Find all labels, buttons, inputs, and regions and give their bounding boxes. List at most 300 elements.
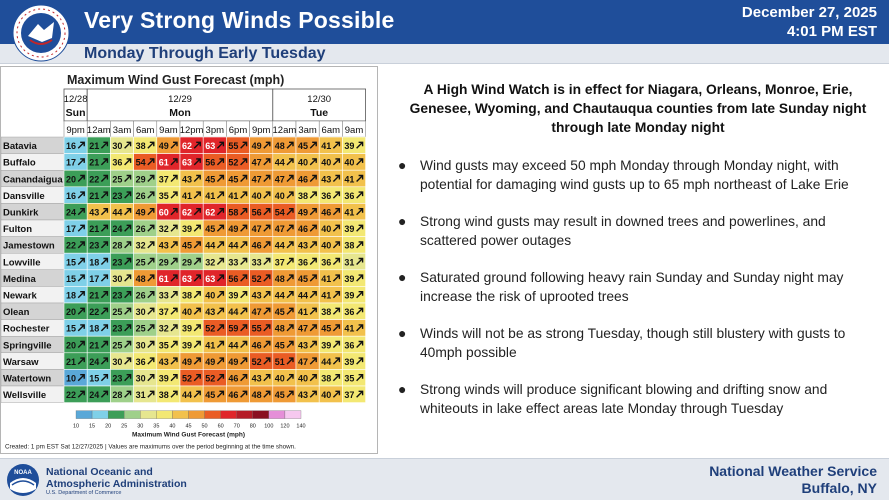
- gust-value-label: 39: [344, 141, 355, 152]
- gust-value-label: 30: [135, 373, 146, 384]
- hour-label: 3am: [298, 125, 317, 136]
- noaa-dept: U.S. Department of Commerce: [46, 490, 122, 496]
- gust-value-label: 10: [66, 373, 77, 384]
- gust-value-label: 21: [89, 157, 100, 168]
- gust-value-label: 40: [321, 240, 332, 251]
- header: [0, 0, 889, 62]
- colorbar-swatch: [108, 411, 124, 419]
- gust-value-label: 59: [228, 323, 239, 334]
- gust-value-label: 38: [298, 190, 309, 201]
- gust-value-label: 43: [251, 373, 262, 384]
- colorbar-swatch: [285, 411, 301, 419]
- gust-value-label: 21: [66, 356, 77, 367]
- gust-value-label: 48: [274, 323, 285, 334]
- gust-value-label: 63: [205, 141, 216, 152]
- gust-value-label: 36: [321, 190, 332, 201]
- gust-value-label: 52: [182, 373, 193, 384]
- gust-value-label: 52: [251, 273, 262, 284]
- gust-value-label: 32: [135, 240, 146, 251]
- colorbar-swatch: [124, 411, 140, 419]
- gust-value-label: 41: [321, 273, 332, 284]
- colorbar-tick-label: 20: [105, 423, 112, 430]
- gust-value-label: 20: [66, 174, 77, 185]
- gust-value-label: 61: [158, 157, 169, 168]
- gust-value-label: 24: [89, 356, 100, 367]
- noaa-name-line2: Atmospheric Administration: [46, 478, 187, 490]
- gust-value-label: 32: [205, 257, 216, 268]
- bullet-icon: ●: [398, 325, 407, 341]
- gust-value-label: 48: [274, 141, 285, 152]
- gust-value-label: 41: [298, 307, 309, 318]
- gust-value-label: 46: [251, 240, 262, 251]
- gust-value-label: 30: [112, 356, 123, 367]
- gust-value-label: 54: [274, 207, 285, 218]
- gust-value-label: 48: [135, 273, 146, 284]
- gust-value-label: 26: [135, 190, 146, 201]
- gust-value-label: 37: [158, 307, 169, 318]
- gust-value-label: 40: [321, 224, 332, 235]
- gust-value-label: 37: [158, 174, 169, 185]
- location-label: Medina: [3, 273, 36, 285]
- colorbar-tick-label: 140: [296, 423, 306, 430]
- gust-value-label: 16: [66, 141, 77, 152]
- location-label: Dunkirk: [3, 207, 39, 219]
- noaa-logo-icon: [6, 463, 40, 497]
- chart-title: Maximum Wind Gust Forecast (mph): [67, 73, 285, 87]
- gust-value-label: 36: [112, 157, 123, 168]
- gust-value-label: 40: [182, 307, 193, 318]
- wind-gust-chart: [0, 66, 378, 454]
- colorbar-swatch: [172, 411, 188, 419]
- gust-value-label: 44: [228, 240, 239, 251]
- gust-value-label: 47: [274, 174, 285, 185]
- gust-value-label: 25: [135, 323, 146, 334]
- location-label: Canandaigua: [3, 174, 63, 186]
- nws-office: [709, 463, 877, 497]
- gust-value-label: 45: [228, 174, 239, 185]
- gust-value-label: 47: [274, 224, 285, 235]
- gust-value-label: 43: [298, 390, 309, 401]
- location-label: Olean: [3, 307, 30, 319]
- gust-value-label: 22: [89, 174, 100, 185]
- gust-value-label: 55: [251, 323, 262, 334]
- colorbar-swatch: [237, 411, 253, 419]
- location-label: Jamestown: [3, 240, 55, 252]
- gust-value-label: 41: [321, 141, 332, 152]
- gust-value-label: 36: [298, 257, 309, 268]
- gust-value-label: 32: [158, 224, 169, 235]
- gust-value-label: 52: [228, 157, 239, 168]
- gust-value-label: 25: [112, 340, 123, 351]
- colorbar-tick-label: 100: [264, 423, 274, 430]
- gust-value-label: 39: [228, 290, 239, 301]
- gust-value-label: 31: [344, 257, 355, 268]
- gust-value-label: 60: [158, 207, 169, 218]
- gust-value-label: 52: [205, 373, 216, 384]
- colorbar-swatch: [140, 411, 156, 419]
- hour-label: 3am: [112, 125, 132, 136]
- office-line1: National Weather Service: [709, 463, 877, 479]
- gust-value-label: 41: [321, 290, 332, 301]
- colorbar-swatch: [76, 411, 92, 419]
- bullet-icon: ●: [398, 157, 407, 173]
- gust-value-label: 40: [298, 373, 309, 384]
- location-label: Rochester: [3, 323, 50, 335]
- gust-value-label: 49: [158, 141, 169, 152]
- bullet-item: [394, 268, 880, 306]
- gust-value-label: 28: [112, 390, 123, 401]
- gust-value-label: 61: [158, 273, 169, 284]
- gust-value-label: 40: [321, 390, 332, 401]
- gust-value-label: 39: [182, 224, 193, 235]
- location-label: Wellsville: [3, 390, 47, 402]
- gust-value-label: 44: [274, 240, 285, 251]
- gust-value-label: 52: [205, 323, 216, 334]
- gust-value-label: 40: [205, 290, 216, 301]
- gust-value-label: 52: [251, 356, 262, 367]
- hour-label: 12am: [86, 125, 111, 136]
- gust-value-label: 40: [274, 373, 285, 384]
- bullet-item: [394, 156, 880, 194]
- location-label: Fulton: [3, 224, 33, 236]
- gust-value-label: 40: [321, 157, 332, 168]
- gust-value-label: 62: [205, 207, 216, 218]
- colorbar-swatch: [92, 411, 108, 419]
- bullet-icon: ●: [398, 213, 407, 229]
- gust-value-label: 43: [182, 174, 193, 185]
- gust-value-label: 38: [344, 240, 355, 251]
- gust-value-label: 43: [251, 290, 262, 301]
- gust-value-label: 46: [298, 174, 309, 185]
- gust-value-label: 23: [112, 190, 123, 201]
- gust-value-label: 17: [89, 273, 100, 284]
- colorbar-tick-label: 50: [201, 423, 208, 430]
- gust-value-label: 25: [112, 307, 123, 318]
- gust-value-label: 39: [344, 273, 355, 284]
- gust-value-label: 15: [66, 257, 77, 268]
- gust-value-label: 17: [66, 157, 77, 168]
- gust-value-label: 30: [135, 307, 146, 318]
- day-name-label: Mon: [169, 107, 191, 119]
- bullet-text: Saturated ground following heavy rain Sunday and Sunday night may increase the risk of uprooted trees: [420, 270, 844, 304]
- gust-value-label: 43: [321, 174, 332, 185]
- colorbar-swatch: [156, 411, 172, 419]
- colorbar-tick-label: 70: [233, 423, 240, 430]
- location-label: Batavia: [3, 141, 37, 153]
- gust-value-label: 49: [298, 207, 309, 218]
- gust-value-label: 56: [228, 273, 239, 284]
- gust-value-label: 26: [135, 290, 146, 301]
- gust-value-label: 28: [112, 240, 123, 251]
- location-label: Dansville: [3, 190, 45, 202]
- gust-value-label: 47: [251, 307, 262, 318]
- gust-value-label: 45: [274, 340, 285, 351]
- gust-value-label: 22: [66, 390, 77, 401]
- gust-value-label: 48: [274, 273, 285, 284]
- forecast-text: [388, 72, 884, 454]
- gust-value-label: 35: [344, 373, 355, 384]
- gust-value-label: 62: [182, 207, 193, 218]
- gust-value-label: 24: [66, 207, 77, 218]
- gust-value-label: 44: [182, 390, 193, 401]
- gust-value-label: 35: [158, 190, 169, 201]
- gust-value-label: 17: [66, 224, 77, 235]
- gust-value-label: 37: [344, 390, 355, 401]
- watch-headline: A High Wind Watch is in effect for Niagara, Orleans, Monroe, Erie, Genesee, Wyoming, and Chautauqua counties from late Sunday night through late Monday night: [409, 82, 867, 135]
- gust-value-label: 41: [205, 190, 216, 201]
- gust-value-label: 44: [298, 290, 309, 301]
- hour-label: 6pm: [228, 125, 248, 136]
- gust-value-label: 36: [135, 356, 146, 367]
- gust-value-label: 44: [205, 240, 216, 251]
- hour-label: 9am: [344, 125, 364, 136]
- colorbar-tick-label: 25: [121, 423, 128, 430]
- gust-value-label: 37: [274, 257, 285, 268]
- gust-value-label: 15: [89, 373, 100, 384]
- gust-value-label: 29: [158, 257, 169, 268]
- gust-value-label: 38: [182, 290, 193, 301]
- page-subtitle: Monday Through Early Tuesday: [84, 45, 326, 62]
- colorbar-tick-label: 10: [72, 423, 80, 430]
- bullet-item: [394, 324, 880, 362]
- gust-value-label: 26: [135, 224, 146, 235]
- gust-value-label: 36: [344, 307, 355, 318]
- gust-value-label: 18: [89, 323, 100, 334]
- hour-label: 9pm: [66, 125, 85, 136]
- gust-value-label: 15: [66, 273, 77, 284]
- gust-value-label: 22: [89, 307, 100, 318]
- gust-value-label: 32: [158, 323, 169, 334]
- office-line2: Buffalo, NY: [801, 480, 877, 496]
- gust-value-label: 47: [251, 157, 262, 168]
- colorbar-swatch: [253, 411, 269, 419]
- gust-value-label: 41: [344, 174, 355, 185]
- bullet-item: [394, 212, 880, 250]
- gust-value-label: 25: [112, 174, 123, 185]
- gust-value-label: 41: [344, 207, 355, 218]
- gust-value-label: 63: [182, 157, 193, 168]
- colorbar-tick-label: 35: [153, 423, 160, 430]
- bullet-item: [394, 380, 880, 418]
- gust-value-label: 44: [321, 356, 332, 367]
- gust-value-label: 39: [158, 373, 169, 384]
- gust-value-label: 39: [182, 340, 193, 351]
- gust-value-label: 44: [274, 290, 285, 301]
- gust-value-label: 36: [344, 340, 355, 351]
- gust-value-label: 23: [89, 240, 100, 251]
- gust-value-label: 25: [135, 257, 146, 268]
- gust-value-label: 63: [182, 273, 193, 284]
- gust-value-label: 45: [205, 174, 216, 185]
- gust-value-label: 49: [228, 224, 239, 235]
- gust-value-label: 39: [321, 340, 332, 351]
- noaa-name-line1: National Oceanic and: [46, 466, 153, 478]
- gust-value-label: 43: [158, 356, 169, 367]
- gust-value-label: 56: [205, 157, 216, 168]
- gust-value-label: 30: [112, 141, 123, 152]
- gust-value-label: 15: [66, 323, 77, 334]
- gust-value-label: 43: [298, 340, 309, 351]
- gust-value-label: 49: [182, 356, 193, 367]
- day-date-label: 12/29: [168, 94, 192, 105]
- colorbar-tick-label: 30: [137, 423, 144, 430]
- gust-value-label: 29: [135, 174, 146, 185]
- hour-label: 9am: [159, 125, 178, 136]
- gust-value-label: 22: [66, 240, 77, 251]
- hour-label: 12am: [272, 125, 297, 136]
- gust-value-label: 44: [112, 207, 123, 218]
- gust-value-label: 18: [66, 290, 77, 301]
- colorbar-swatch: [221, 411, 237, 419]
- gust-value-label: 31: [135, 390, 146, 401]
- chart-svg: [1, 67, 377, 453]
- gust-value-label: 40: [344, 157, 355, 168]
- gust-value-label: 56: [251, 207, 262, 218]
- gust-value-label: 33: [228, 257, 239, 268]
- gust-value-label: 38: [158, 390, 169, 401]
- gust-value-label: 41: [228, 190, 239, 201]
- gust-value-label: 30: [135, 340, 146, 351]
- gust-value-label: 23: [112, 257, 123, 268]
- hour-label: 6am: [135, 125, 155, 136]
- gust-value-label: 62: [182, 141, 193, 152]
- gust-value-label: 45: [298, 141, 309, 152]
- gust-value-label: 43: [205, 307, 216, 318]
- bullet-text: Strong wind gusts may result in downed trees and powerlines, and scattered power outages: [420, 214, 826, 248]
- gust-value-label: 33: [251, 257, 262, 268]
- gust-value-label: 47: [251, 224, 262, 235]
- gust-value-label: 55: [228, 141, 239, 152]
- colorbar-swatch: [205, 411, 221, 419]
- bullet-list: [394, 156, 880, 418]
- chart-footnote: Created: 1 pm EST Sat 12/27/2025 | Values are maximums over the period beginning at the time shown.: [5, 443, 296, 451]
- gust-value-label: 38: [321, 307, 332, 318]
- gust-value-label: 36: [344, 190, 355, 201]
- location-label: Buffalo: [3, 157, 36, 169]
- gust-value-label: 40: [298, 157, 309, 168]
- hour-label: 3pm: [205, 125, 225, 136]
- location-label: Warsaw: [3, 356, 39, 368]
- gust-value-label: 45: [298, 273, 309, 284]
- gust-value-label: 38: [321, 373, 332, 384]
- gust-value-label: 18: [89, 257, 100, 268]
- colorbar-label: Maximum Wind Gust Forecast (mph): [132, 431, 245, 439]
- gust-value-label: 40: [251, 190, 262, 201]
- gust-value-label: 39: [344, 356, 355, 367]
- gust-value-label: 39: [344, 290, 355, 301]
- colorbar-swatch: [269, 411, 285, 419]
- gust-value-label: 46: [251, 340, 262, 351]
- gust-value-label: 46: [298, 224, 309, 235]
- location-label: Newark: [3, 290, 37, 302]
- gust-value-label: 21: [89, 224, 100, 235]
- gust-value-label: 63: [205, 273, 216, 284]
- gust-value-label: 47: [251, 174, 262, 185]
- gust-value-label: 23: [112, 290, 123, 301]
- day-date-label: 12/30: [307, 94, 332, 105]
- svg-text:NOAA: NOAA: [14, 470, 32, 476]
- gust-value-label: 49: [135, 207, 146, 218]
- gust-value-label: 49: [228, 356, 239, 367]
- gust-value-label: 24: [89, 390, 100, 401]
- gust-value-label: 43: [158, 240, 169, 251]
- colorbar-swatch: [189, 411, 205, 419]
- gust-value-label: 36: [321, 257, 332, 268]
- gust-value-label: 45: [274, 307, 285, 318]
- gust-value-label: 33: [158, 290, 169, 301]
- gust-value-label: 23: [112, 373, 123, 384]
- day-name-label: Tue: [310, 107, 329, 119]
- gust-value-label: 39: [182, 323, 193, 334]
- gust-value-label: 39: [344, 224, 355, 235]
- gust-value-label: 21: [89, 141, 100, 152]
- gust-value-label: 20: [66, 340, 77, 351]
- gust-value-label: 45: [321, 323, 332, 334]
- colorbar-tick-label: 60: [217, 423, 224, 430]
- colorbar-tick-label: 45: [185, 423, 192, 430]
- gust-value-label: 58: [228, 207, 239, 218]
- location-label: Lowville: [3, 257, 41, 269]
- gust-value-label: 43: [298, 240, 309, 251]
- gust-value-label: 46: [228, 390, 239, 401]
- gust-value-label: 46: [228, 373, 239, 384]
- gust-value-label: 16: [66, 190, 77, 201]
- gust-value-label: 44: [228, 307, 239, 318]
- gust-value-label: 41: [205, 340, 216, 351]
- gust-value-label: 46: [321, 207, 332, 218]
- hour-label: 6am: [321, 125, 341, 136]
- gust-value-label: 44: [228, 340, 239, 351]
- location-label: Watertown: [3, 373, 52, 385]
- gust-value-label: 41: [344, 323, 355, 334]
- gust-value-label: 47: [298, 356, 309, 367]
- noaa-name: [46, 466, 187, 490]
- gust-value-label: 38: [135, 141, 146, 152]
- hour-label: 9pm: [251, 125, 271, 136]
- gust-value-label: 20: [66, 307, 77, 318]
- issue-date: December 27, 2025: [741, 4, 877, 21]
- issue-datetime: [742, 3, 877, 41]
- gust-value-label: 24: [112, 224, 123, 235]
- gust-value-label: 43: [89, 207, 100, 218]
- gust-value-label: 48: [251, 390, 262, 401]
- bullet-text: Strong winds will produce significant blowing and drifting snow and whiteouts in lake effect areas late Monday through Tuesday: [420, 382, 828, 416]
- gust-value-label: 45: [274, 390, 285, 401]
- colorbar-tick-label: 120: [280, 423, 290, 430]
- issue-time: 4:01 PM EST: [786, 23, 877, 40]
- hour-label: 12pm: [179, 125, 204, 136]
- gust-value-label: 29: [182, 257, 193, 268]
- bullet-icon: ●: [398, 269, 407, 285]
- gust-value-label: 54: [135, 157, 146, 168]
- bullet-icon: ●: [398, 381, 407, 397]
- gust-value-label: 49: [251, 141, 262, 152]
- gust-value-label: 44: [274, 157, 285, 168]
- bullet-text: Winds will not be as strong Tuesday, though still blustery with gusts to 40mph possible: [420, 326, 846, 360]
- gust-value-label: 45: [205, 224, 216, 235]
- gust-value-label: 21: [89, 190, 100, 201]
- gust-value-label: 30: [112, 273, 123, 284]
- footer: [0, 458, 889, 500]
- gust-value-label: 41: [182, 190, 193, 201]
- gust-value-label: 45: [205, 390, 216, 401]
- location-label: Springville: [3, 340, 52, 352]
- gust-value-label: 45: [182, 240, 193, 251]
- gust-value-label: 40: [274, 190, 285, 201]
- page-title: Very Strong Winds Possible: [84, 7, 395, 33]
- day-date-label: 12/28: [63, 94, 88, 105]
- day-name-label: Sun: [65, 107, 86, 119]
